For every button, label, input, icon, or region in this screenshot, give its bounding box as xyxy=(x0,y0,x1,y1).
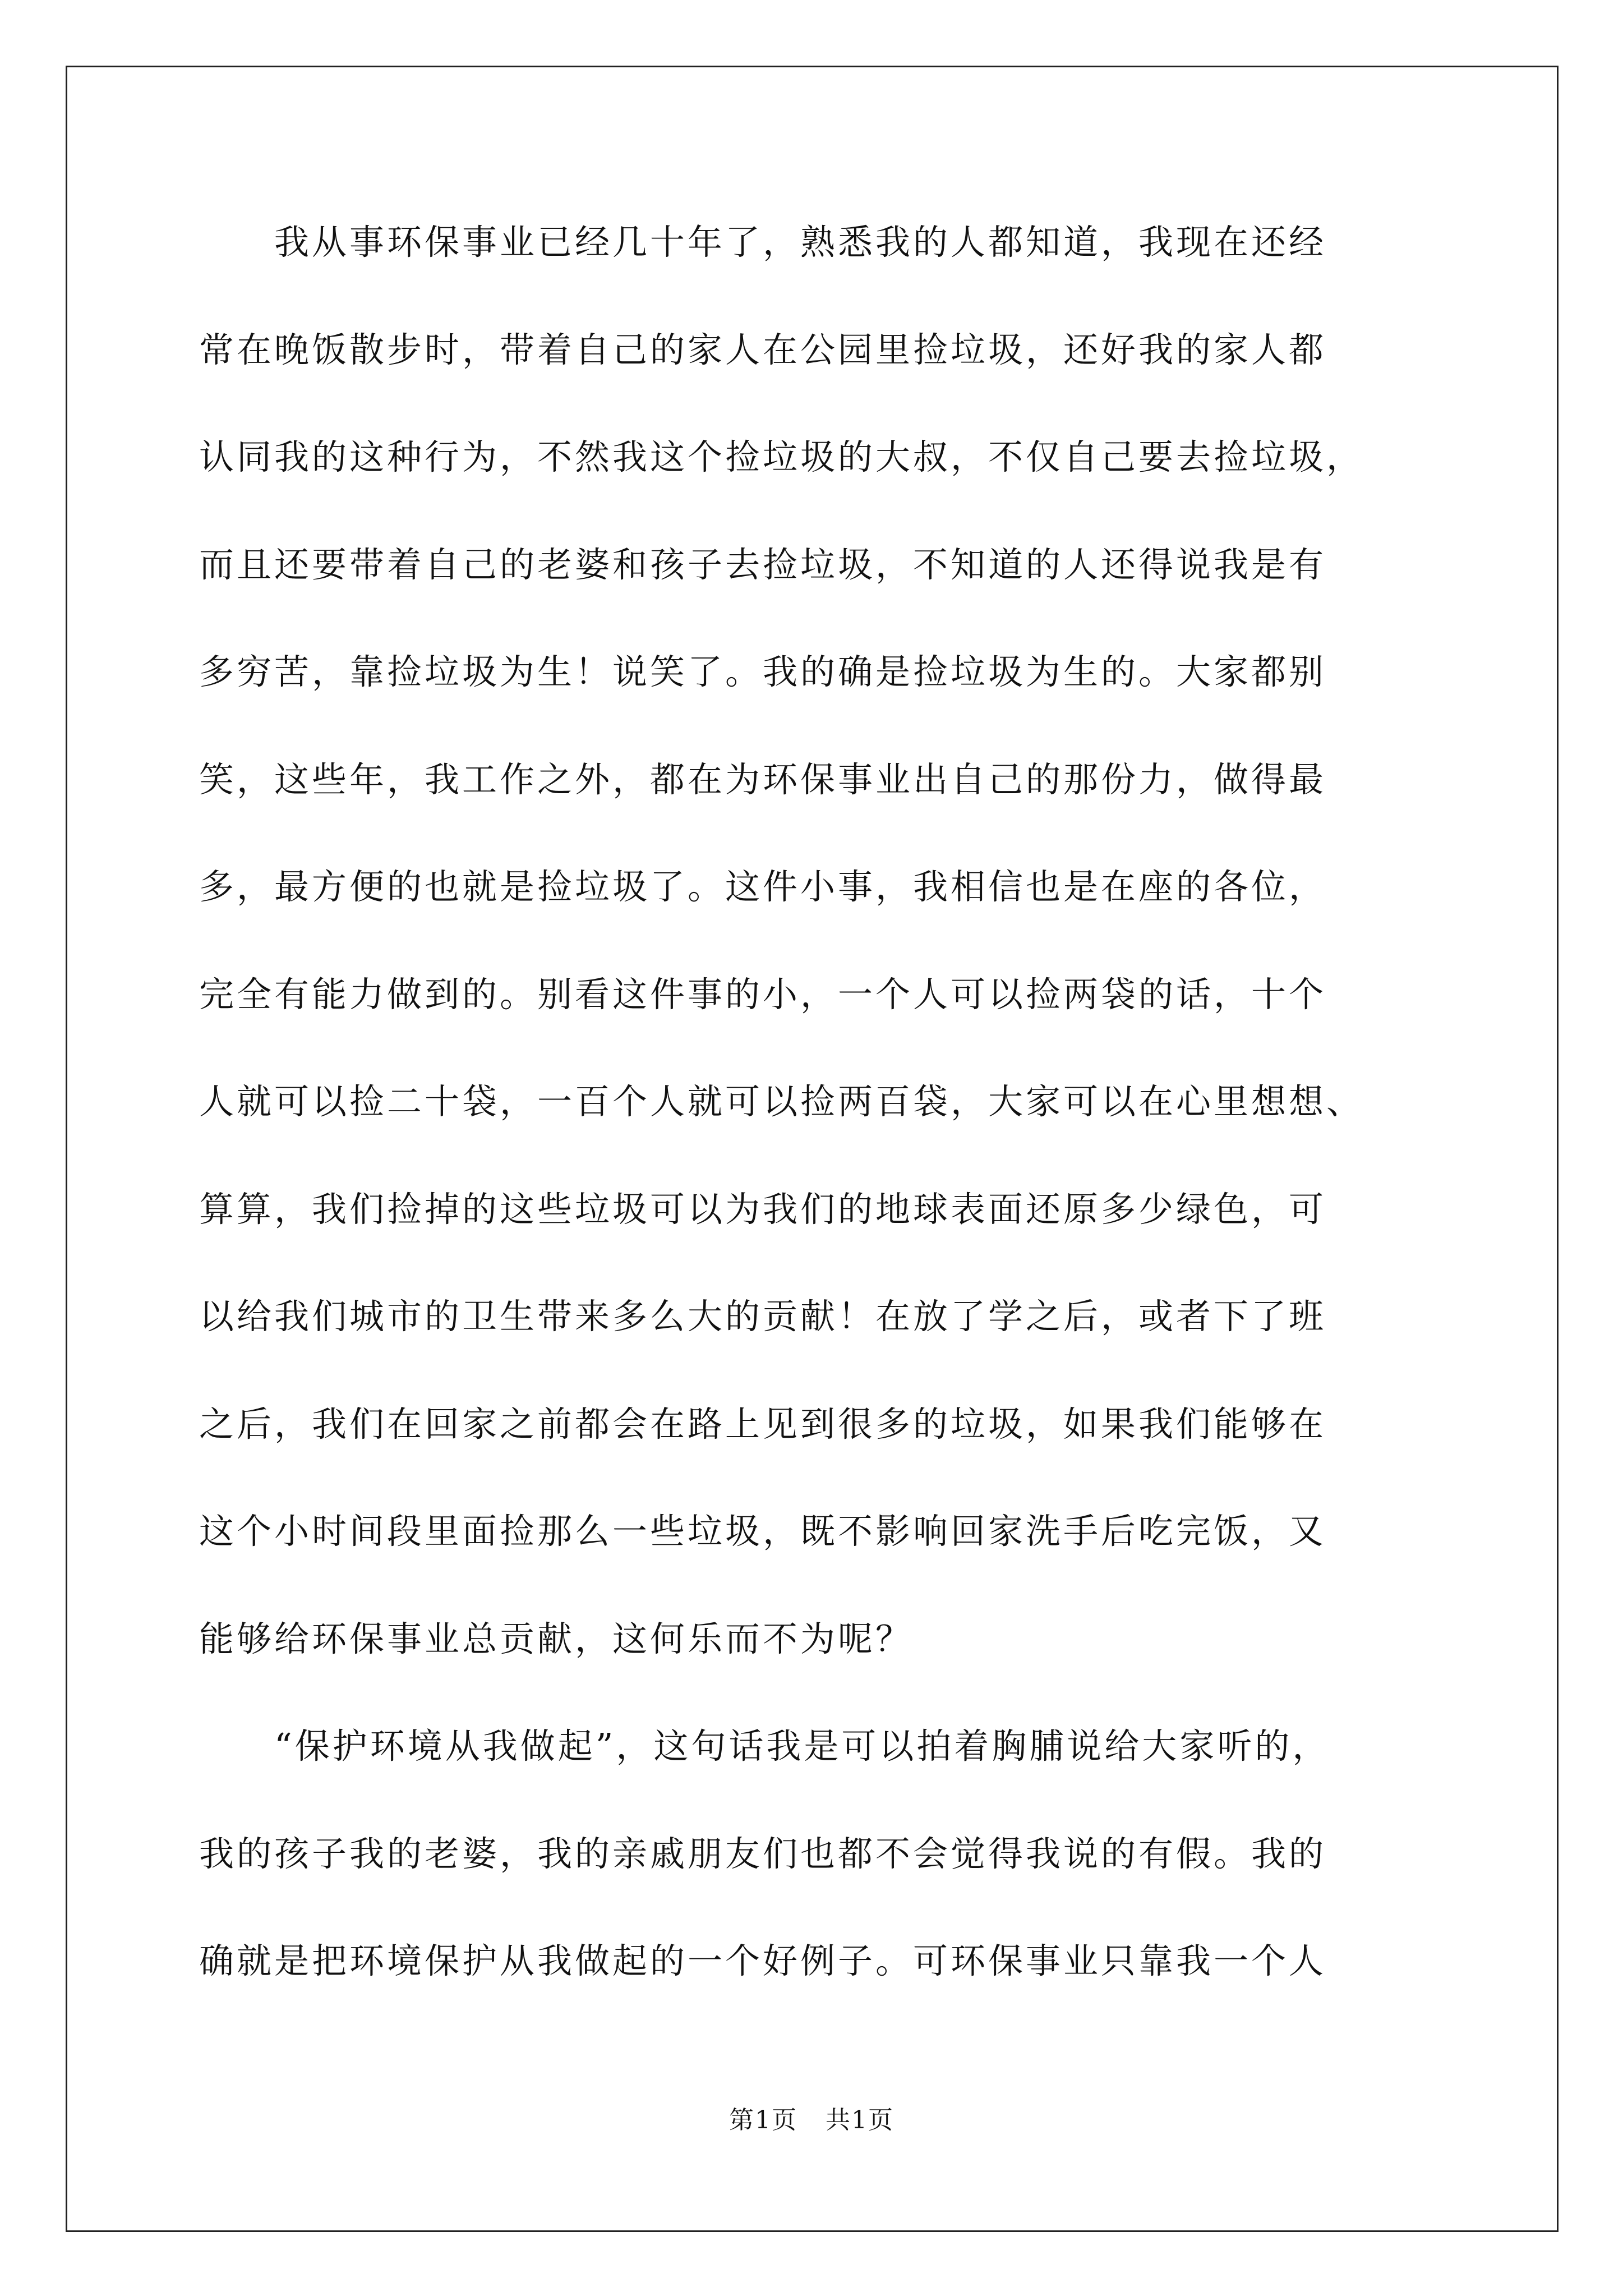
text-line: 多，最方便的也就是捡垃圾了。这件小事，我相信也是在座的各位， xyxy=(199,866,1327,907)
page-border xyxy=(66,66,1559,2232)
text-line: 能够给环保事业总贡献，这何乐而不为呢？ xyxy=(199,1618,914,1659)
text-line: 多穷苦，靠捡垃圾为生！说笑了。我的确是捡垃圾为生的。大家都别 xyxy=(199,651,1327,692)
page-footer xyxy=(0,2104,1623,2137)
text-line: 确就是把环境保护从我做起的一个好例子。可环保事业只靠我一个人 xyxy=(199,1940,1327,1981)
page-number: 第1页 xyxy=(729,2106,797,2134)
text-line: 认同我的这种行为，不然我这个捡垃圾的大叔，不仅自己要去捡垃圾， xyxy=(199,436,1364,477)
text-line: 常在晚饭散步时，带着自己的家人在公园里捡垃圾，还好我的家人都 xyxy=(199,329,1327,370)
page-total: 共1页 xyxy=(826,2106,894,2134)
text-line: 笑，这些年，我工作之外，都在为环保事业出自己的那份力，做得最 xyxy=(199,759,1327,800)
text-line: 这个小时间段里面捡那么一些垃圾，既不影响回家洗手后吃完饭，又 xyxy=(199,1511,1327,1552)
text-line: 之后，我们在回家之前都会在路上见到很多的垃圾，如果我们能够在 xyxy=(199,1404,1327,1444)
text-line: 我从事环保事业已经几十年了，熟悉我的人都知道，我现在还经 xyxy=(199,222,1327,263)
text-line: 完全有能力做到的。别看这件事的小，一个人可以捡两袋的话，十个 xyxy=(199,974,1327,1015)
text-line: 我的孩子我的老婆，我的亲戚朋友们也都不会觉得我说的有假。我的 xyxy=(199,1833,1327,1874)
text-line: “保护环境从我做起”，这句话我是可以拍着胸脯说给大家听的， xyxy=(199,1726,1330,1766)
text-line: 而且还要带着自己的老婆和孩子去捡垃圾，不知道的人还得说我是有 xyxy=(199,544,1327,585)
text-line: 以给我们城市的卫生带来多么大的贡献！在放了学之后，或者下了班 xyxy=(199,1296,1327,1337)
text-line: 人就可以捡二十袋，一百个人就可以捡两百袋，大家可以在心里想想、 xyxy=(199,1081,1364,1122)
text-line: 算算，我们捡掉的这些垃圾可以为我们的地球表面还原多少绿色，可 xyxy=(199,1189,1327,1230)
